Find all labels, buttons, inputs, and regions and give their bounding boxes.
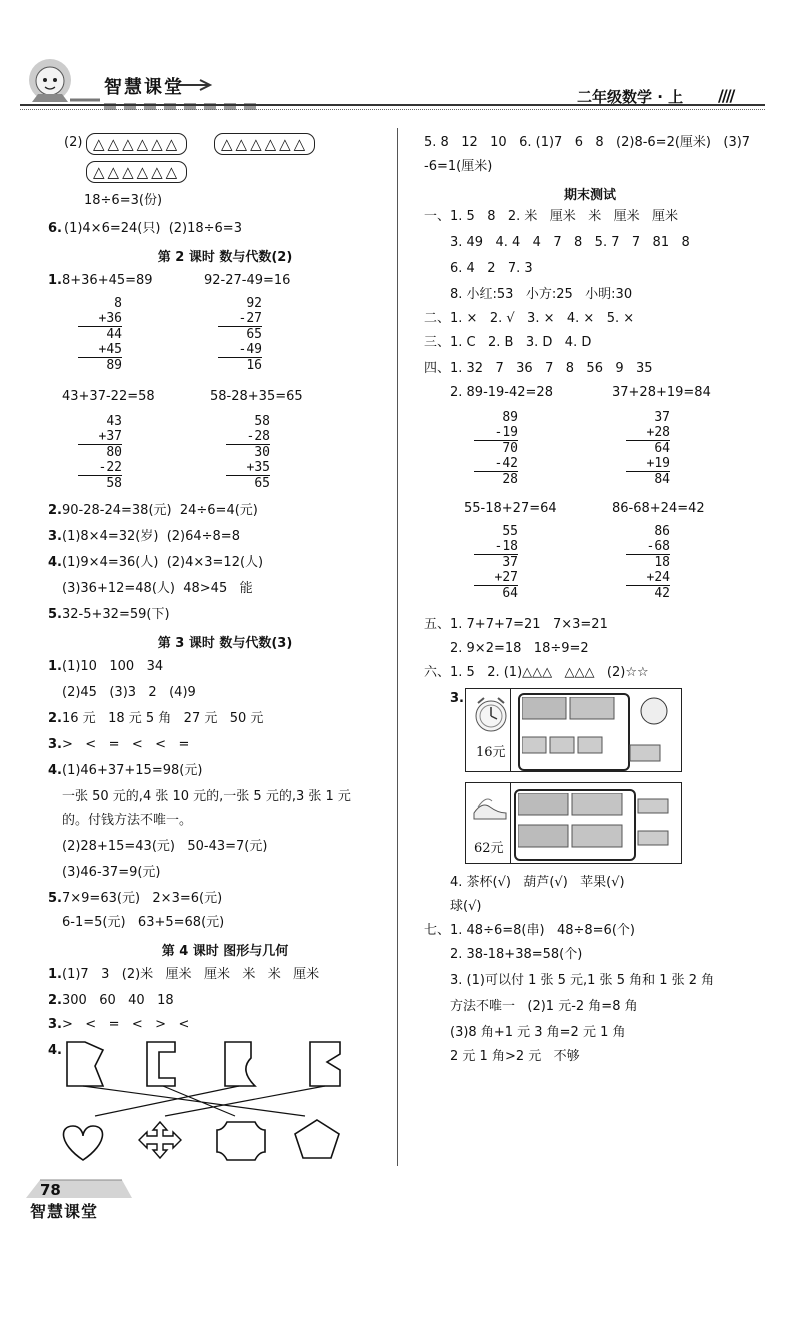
left-line: 58-28+35=65: [210, 389, 303, 404]
calc-row: -22: [78, 460, 122, 476]
header-logo-title: 智慧课堂: [104, 77, 184, 98]
calc-row: 43: [106, 414, 122, 429]
item-number: 3.: [48, 529, 62, 544]
shape-matching-figure: [55, 1036, 355, 1170]
column-divider: [397, 128, 398, 1166]
page-number: 78: [40, 1181, 61, 1199]
calc-row: -19: [474, 425, 518, 441]
item-number: 6.: [48, 221, 62, 236]
calc-row: 8: [106, 296, 122, 311]
calc-row: -18: [474, 539, 518, 555]
calc-row: +45: [78, 342, 122, 358]
calc-row: +35: [226, 460, 270, 476]
money-figure-clock: [465, 688, 682, 772]
calc-row: 70: [502, 441, 518, 456]
right-line: (3)8 角+1 元 3 角=2 元 1 角: [450, 1025, 626, 1040]
right-line: 四、1. 32 7 36 7 8 56 9 35: [424, 361, 653, 376]
money-figure-shoes: [465, 782, 682, 864]
left-line: 300 60 40 18: [62, 993, 174, 1008]
calc-row: 92: [246, 296, 262, 311]
item-number: 3.: [48, 1017, 62, 1032]
left-line: (3)46-37=9(元): [62, 865, 161, 880]
left-line: (1)10 100 34: [62, 659, 164, 674]
triangle-group-b: △△△△△△: [214, 133, 315, 155]
calc-row: +36: [78, 311, 122, 327]
calc-row: 44: [106, 327, 122, 342]
section-title: 第 3 课时 数与代数(3): [157, 636, 293, 651]
left-line: 32-5+32=59(下): [62, 607, 170, 622]
right-line: 3. 49 4. 4 4 7 8 5. 7 7 81 8: [450, 235, 690, 250]
right-line: 2 元 1 角>2 元 不够: [450, 1049, 580, 1064]
calc-row: -49: [218, 342, 262, 358]
item-number: 5.: [48, 891, 62, 906]
left-line: (3)36+12=48(人) 48>45 能: [62, 581, 253, 596]
left-line: (2)45 (3)3 2 (4)9: [62, 685, 196, 700]
left-line: > < = < < =: [62, 737, 190, 752]
item-number: 4.: [48, 1043, 62, 1058]
calc-row: 18: [654, 555, 670, 570]
section-title: 第 2 课时 数与代数(2): [157, 250, 293, 265]
vertical-calc-7: [474, 524, 518, 601]
vertical-calc-6: [626, 410, 670, 487]
banknotes-icon: [522, 697, 674, 765]
calc-row: 55: [502, 524, 518, 539]
item-number: 4.: [48, 763, 62, 778]
left-line: 43+37-22=58: [62, 389, 155, 404]
left-line: (1)7 3 (2)米 厘米 厘米 米 米 厘米: [62, 967, 320, 982]
right-line: 5. 8 12 10 6. (1)7 6 8 (2)8-6=2(厘米) (3)7: [424, 135, 751, 150]
calc-row: 65: [246, 327, 262, 342]
calc-row: 30: [254, 445, 270, 460]
calc-row: 89: [106, 358, 122, 373]
left-line: 90-28-24=38(元) 24÷6=4(元): [62, 503, 258, 518]
calc-row: 89: [502, 410, 518, 425]
item-number: 4.: [48, 555, 62, 570]
right-line: 37+28+19=84: [612, 385, 711, 400]
calc-row: 37: [654, 410, 670, 425]
section-title-final-test: 期末测试: [563, 188, 616, 203]
right-line: 三、1. C 2. B 3. D 4. D: [424, 335, 592, 350]
calc-row: +19: [626, 456, 670, 472]
right-line: 球(√): [450, 899, 482, 914]
right-line: -6=1(厘米): [424, 159, 493, 174]
right-line: 二、1. × 2. √ 3. × 4. × 5. ×: [424, 311, 635, 326]
left-line-prefix: (2): [64, 135, 83, 150]
header-arrow-icon: [176, 77, 216, 96]
vertical-calc-2: [218, 296, 262, 373]
left-line: 一张 50 元的,4 张 10 元的,一张 5 元的,3 张 1 元: [62, 789, 351, 804]
triangle-group-c: △△△△△△: [86, 161, 187, 183]
calc-row: -27: [218, 311, 262, 327]
item-number: 3.: [450, 691, 464, 706]
shoes-icon: [472, 793, 508, 827]
calc-row: +37: [78, 429, 122, 445]
right-line: 七、1. 48÷6=8(串) 48÷8=6(个): [424, 923, 635, 938]
header-slashes: ////: [718, 86, 734, 105]
right-line: 2. 89-19-42=28: [450, 385, 553, 400]
triangle-group-a: △△△△△△: [86, 133, 187, 155]
clock-icon: [474, 695, 508, 739]
header-grade: 二年级数学 · 上: [577, 88, 684, 106]
left-line: (1)9×4=36(人) (2)4×3=12(人): [62, 555, 264, 570]
right-line: 方法不唯一 (2)1 元-2 角=8 角: [450, 999, 638, 1014]
left-line: 6-1=5(元) 63+5=68(元): [62, 915, 225, 930]
left-line: (1)4×6=24(只) (2)18÷6=3: [64, 221, 242, 236]
item-number: 1.: [48, 659, 62, 674]
calc-row: 64: [502, 586, 518, 601]
item-number: 2.: [48, 503, 62, 518]
calc-row: -28: [226, 429, 270, 445]
vertical-calc-5: [474, 410, 518, 487]
vertical-calc-4: [226, 414, 270, 491]
right-line: 一、1. 5 8 2. 米 厘米 米 厘米 厘米: [424, 209, 678, 224]
item-number: 3.: [48, 737, 62, 752]
banknotes-icon: [518, 793, 678, 857]
left-line: (2)28+15=43(元) 50-43=7(元): [62, 839, 268, 854]
right-line: 55-18+27=64: [464, 501, 557, 516]
calc-row: 64: [654, 441, 670, 456]
item-number: 2.: [48, 711, 62, 726]
calc-row: +24: [626, 570, 670, 586]
calc-row: -42: [474, 456, 518, 472]
footer-title: 智慧课堂: [30, 1202, 99, 1221]
price-label: 62元: [474, 841, 504, 856]
right-line: 6. 4 2 7. 3: [450, 261, 533, 276]
right-line: 8. 小红:53 小方:25 小明:30: [450, 287, 633, 302]
left-line: 18÷6=3(份): [84, 193, 163, 208]
right-line: 六、1. 5 2. (1)△△△ △△△ (2)☆☆: [424, 665, 649, 680]
left-line: 的。付钱方法不唯一。: [62, 813, 193, 828]
mascot-logo: [22, 56, 102, 106]
calc-row: +27: [474, 570, 518, 586]
left-line: (1)8×4=32(岁) (2)64÷8=8: [62, 529, 240, 544]
right-line: 五、1. 7+7+7=21 7×3=21: [424, 617, 608, 632]
calc-row: 80: [106, 445, 122, 460]
right-line: 86-68+24=42: [612, 501, 705, 516]
calc-row: 65: [254, 476, 270, 491]
item-number: 1.: [48, 273, 62, 288]
right-line: 4. 茶杯(√) 葫芦(√) 苹果(√): [450, 875, 625, 890]
item-number: 1.: [48, 967, 62, 982]
left-line: 7×9=63(元) 2×3=6(元): [62, 891, 223, 906]
calc-row: 42: [654, 586, 670, 601]
vertical-calc-3: [78, 414, 122, 491]
left-line: > < = < > <: [62, 1017, 190, 1032]
price-label: 16元: [476, 745, 506, 760]
left-line: 16 元 18 元 5 角 27 元 50 元: [62, 711, 264, 726]
calc-row: 58: [106, 476, 122, 491]
header-rule: [20, 104, 765, 106]
calc-row: -68: [626, 539, 670, 555]
calc-row: 37: [502, 555, 518, 570]
calc-row: 28: [502, 472, 518, 487]
left-line: 92-27-49=16: [204, 273, 291, 288]
vertical-calc-1: [78, 296, 122, 373]
right-line: 2. 38-18+38=58(个): [450, 947, 583, 962]
calc-row: 58: [254, 414, 270, 429]
left-line: 8+36+45=89: [62, 273, 153, 288]
header-rule-dotted: [20, 109, 765, 110]
item-number: 2.: [48, 993, 62, 1008]
calc-row: +28: [626, 425, 670, 441]
right-line: 2. 9×2=18 18÷9=2: [450, 641, 589, 656]
calc-row: 84: [654, 472, 670, 487]
vertical-calc-8: [626, 524, 670, 601]
section-title: 第 4 课时 图形与几何: [161, 944, 289, 959]
calc-row: 86: [654, 524, 670, 539]
left-line: (1)46+37+15=98(元): [62, 763, 203, 778]
right-line: 3. (1)可以付 1 张 5 元,1 张 5 角和 1 张 2 角: [450, 973, 715, 988]
item-number: 5.: [48, 607, 62, 622]
calc-row: 16: [246, 358, 262, 373]
